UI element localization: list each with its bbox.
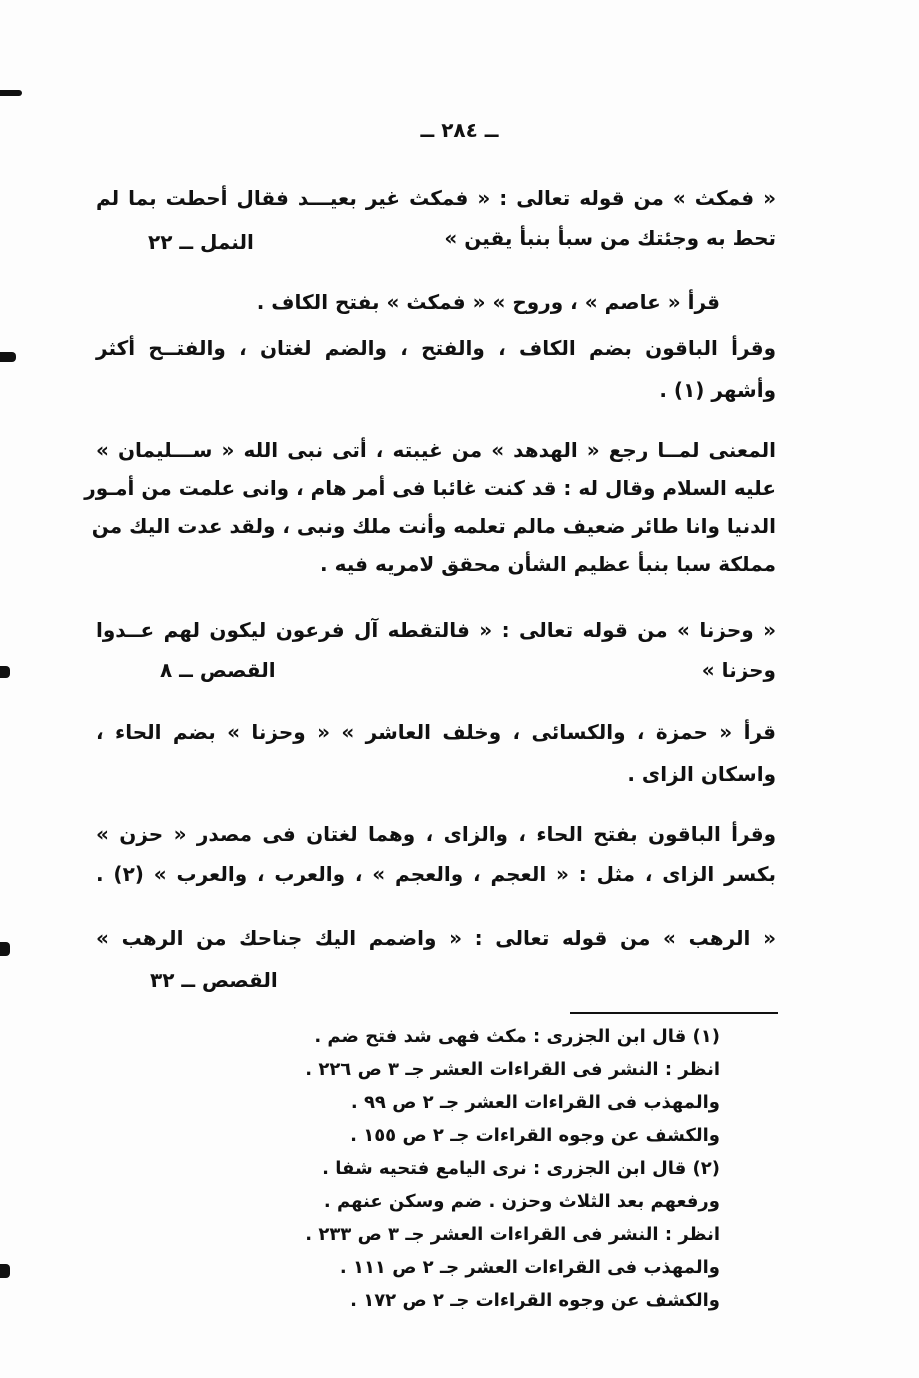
scan-mark (0, 90, 22, 96)
footnote-line: والمهذب فى القراءات العشر جـ ٢ ص ١١١ . (339, 1257, 720, 1278)
text-line: الدنيا وانا طائر ضعيف مالم تعلمه وأنت ملك ونبى ، ولقد عدت اليك من (91, 514, 776, 538)
text-line: وقرأ الباقون بضم الكاف ، والفتح ، والضم لغتان ، والفتــح أكثر (96, 336, 776, 360)
page-number: ــ ٢٨٤ ــ (420, 118, 499, 142)
footnote-line: والمهذب فى القراءات العشر جـ ٢ ص ٩٩ . (350, 1092, 720, 1113)
footnotes (250, 1026, 720, 1316)
text-line: مملكة سبا بنبأ عظيم الشأن محقق لامريه فيه . (320, 552, 776, 576)
verse-reference: القصص ــ ٨ (160, 658, 276, 682)
paragraph (96, 282, 776, 322)
text-line: قرأ « عاصم » ، وروح » « فمكث » بفتح الكاف . (256, 290, 720, 314)
verse-reference: النمل ــ ٢٢ (148, 230, 254, 254)
text-line: قرأ « حمزة ، والكسائى ، وخلف العاشر » « وحزنا » بضم الحاء ، (96, 720, 776, 744)
text-line: « الرهب » من قوله تعالى : « واضمم اليك جناحك من الرهب » (96, 926, 776, 950)
text-line: تحط به وجئتك من سبأ بنبأ يقين » (444, 226, 776, 250)
text-line: « وحزنا » من قوله تعالى : « فالتقطه آل فرعون ليكون لهم عــدوا (96, 618, 776, 642)
text-line: وقرأ الباقون بفتح الحاء ، والزاى ، وهما لغتان فى مصدر « حزن » (96, 822, 776, 846)
footnote-line: ورفعهم بعد الثلاث وحزن . ضم وسكن عنهم . (323, 1191, 720, 1212)
paragraph (96, 712, 776, 792)
footnote-line: (٢) قال ابن الجزرى : نرى اليامع فتحيه شفا . (322, 1158, 720, 1179)
paragraph (96, 814, 776, 894)
footnote-divider (570, 1012, 778, 1014)
scan-mark (0, 666, 10, 678)
footnote-line: انظر : النشر فى القراءات العشر جـ ٣ ص ٢٢٦ . (305, 1059, 720, 1080)
text-line: وأشهر (١) . (659, 378, 776, 402)
text-line: واسكان الزاى . (627, 762, 776, 786)
verse-reference: القصص ــ ٣٢ (150, 968, 278, 992)
footnote-line: (١) قال ابن الجزرى : مكث فهى شد فتح ضم . (314, 1026, 720, 1047)
footnote-line: انظر : النشر فى القراءات العشر جـ ٣ ص ٢٣٣ . (305, 1224, 720, 1245)
text-line: وحزنا » (701, 658, 776, 682)
scan-mark (0, 942, 10, 956)
paragraph (84, 430, 776, 590)
scan-mark (0, 352, 16, 362)
text-line: المعنى لمــا رجع « الهدهد » من غيبته ، أتى نبى الله « ســـليمان » (96, 438, 776, 462)
text-line: عليه السلام وقال له : قد كنت غائبا فى أمر هام ، وانى علمت من أمـور (84, 476, 776, 500)
scan-mark (0, 1264, 10, 1278)
footnote-line: والكشف عن وجوه القراءات جـ ٢ ص ١٥٥ . (350, 1125, 720, 1146)
text-line: بكسر الزاى ، مثل : « العجم ، والعجم » ، والعرب ، والعرب » (٢) . (96, 862, 777, 886)
footnote-line: والكشف عن وجوه القراءات جـ ٢ ص ١٧٢ . (350, 1290, 720, 1311)
text-line: « فمكث » من قوله تعالى : « فمكث غير بعيـــد فقال أحطت بما لم (96, 186, 776, 210)
paragraph (96, 328, 776, 408)
